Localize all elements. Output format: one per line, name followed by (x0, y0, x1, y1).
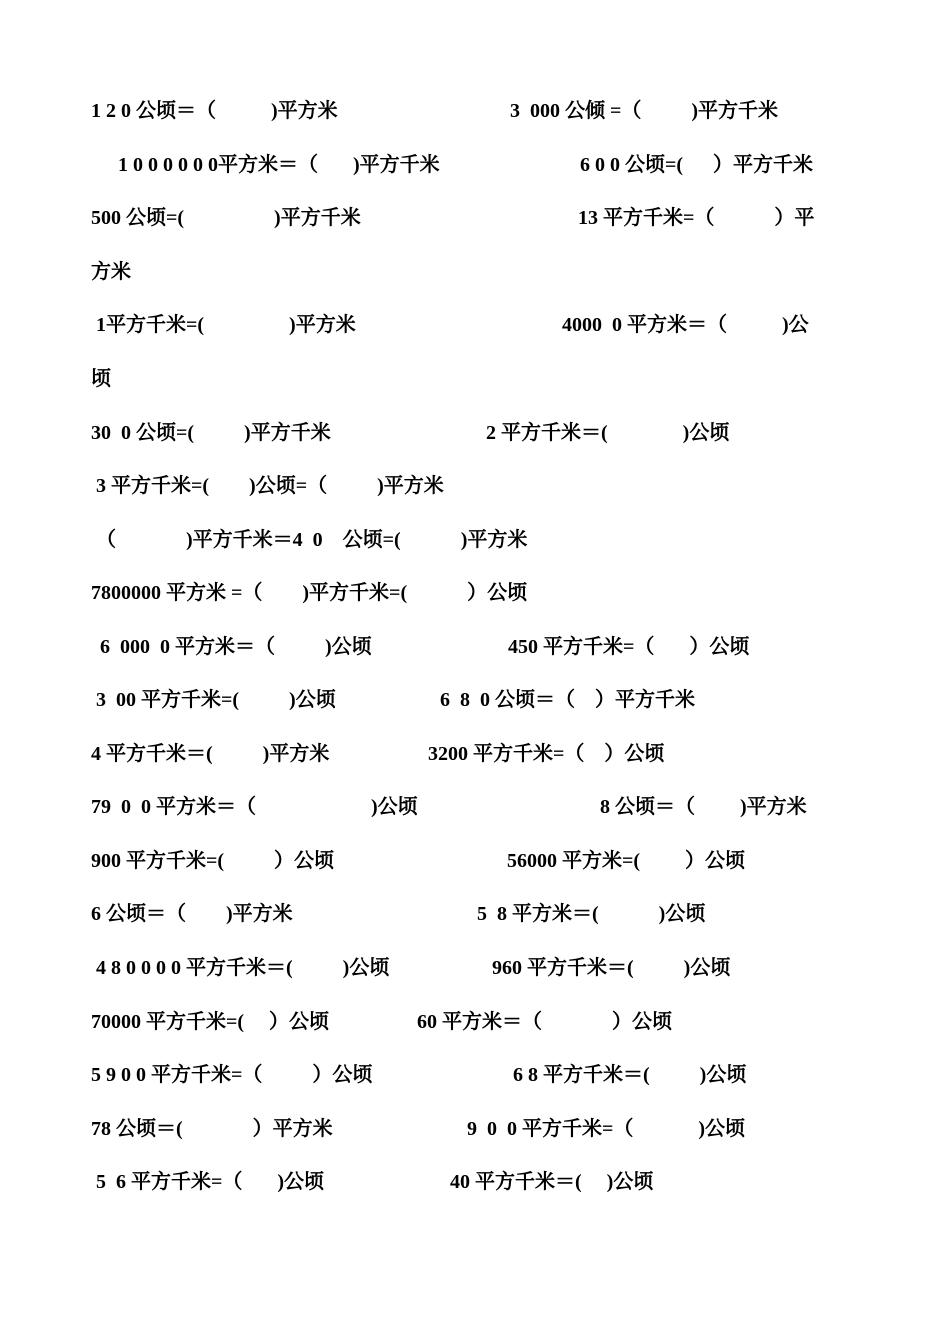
problem-line-13b: 3200 平方千米=（ ）公顷 (428, 743, 665, 765)
problem-line-5a: 1平方千米=( )平方米 (96, 314, 356, 336)
problem-line-5b: 4000 0 平方米＝（ )公 (562, 314, 809, 336)
problem-line-10: 7800000 平方米 =（ )平方千米=( ）公顷 (91, 582, 528, 604)
problem-line-18a: 70000 平方千米=( ）公顷 (91, 1011, 330, 1033)
problem-line-13a: 4 平方千米＝( )平方米 (91, 743, 330, 765)
problem-line-11b: 450 平方千米=（ ）公顷 (508, 636, 750, 658)
problem-line-19a: 5 9 0 0 平方千米=（ ）公顷 (91, 1064, 373, 1086)
problem-line-8: 3 平方千米=( )公顷=（ )平方米 (96, 475, 444, 497)
problem-line-14b: 8 公顷＝（ )平方米 (600, 796, 807, 818)
problem-line-16a: 6 公顷＝（ )平方米 (91, 903, 293, 925)
problem-line-20b: 9 0 0 平方千米=（ )公顷 (467, 1118, 746, 1140)
problem-line-17a: 4 8 0 0 0 0 平方千米＝( )公顷 (96, 957, 390, 979)
problem-line-6: 顷 (91, 368, 111, 390)
problem-line-1b: 3 000 公倾 =（ )平方千米 (510, 100, 779, 122)
problem-line-3a: 500 公顷=( )平方千米 (91, 207, 361, 229)
problem-line-12b: 6 8 0 公顷＝（ ）平方千米 (440, 689, 695, 711)
problem-line-16b: 5 8 平方米＝( )公顷 (477, 903, 706, 925)
problem-line-11a: 6 000 0 平方米＝（ )公顷 (100, 636, 372, 658)
problem-line-7b: 2 平方千米＝( )公顷 (486, 422, 730, 444)
problem-line-3b: 13 平方千米=（ ）平 (578, 207, 815, 229)
problem-line-1a: 1 2 0 公顷＝（ )平方米 (91, 100, 338, 122)
problem-line-12a: 3 00 平方千米=( )公顷 (96, 689, 336, 711)
problem-line-21a: 5 6 平方千米=（ )公顷 (96, 1171, 325, 1193)
problem-line-2a: 1 0 0 0 0 0 0平方米＝（ )平方千米 (118, 154, 440, 176)
problem-line-4: 方米 (91, 261, 131, 283)
problem-line-14a: 79 0 0 平方米＝（ )公顷 (91, 796, 418, 818)
problem-line-7a: 30 0 公顷=( )平方千米 (91, 422, 331, 444)
problem-line-20a: 78 公顷＝( ）平方米 (91, 1118, 333, 1140)
problem-line-9: （ )平方千米＝4 0 公顷=( )平方米 (96, 529, 528, 551)
problem-line-2b: 6 0 0 公顷=( ）平方千米 (580, 154, 814, 176)
problem-line-17b: 960 平方千米＝( )公顷 (492, 957, 731, 979)
problem-line-18b: 60 平方米＝（ ）公顷 (417, 1011, 672, 1033)
problem-line-19b: 6 8 平方千米＝( )公顷 (513, 1064, 747, 1086)
problem-line-15b: 56000 平方米=( ）公顷 (507, 850, 746, 872)
problem-line-21b: 40 平方千米＝( )公顷 (450, 1171, 654, 1193)
problem-line-15a: 900 平方千米=( ）公顷 (91, 850, 335, 872)
